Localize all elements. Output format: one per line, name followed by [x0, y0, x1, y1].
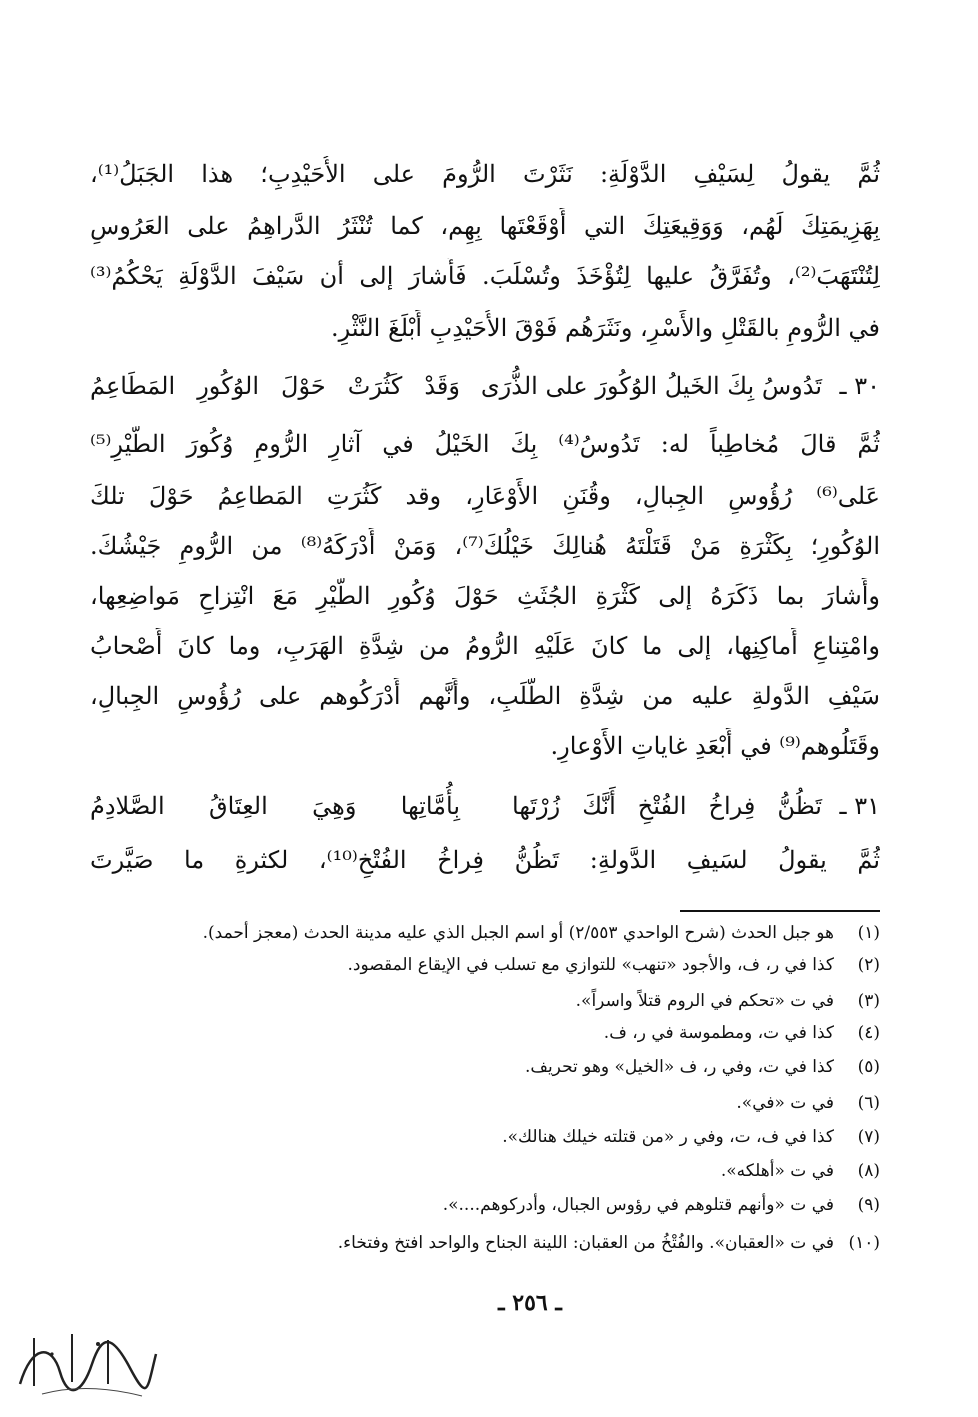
footnote: [90, 988, 880, 1018]
footnote-text: في ت «تحكم في الروم قتلاً واسراً».: [575, 991, 834, 1011]
footnote: [90, 1192, 880, 1222]
footnote-text: كذا في ت، وفي ر، ف «الخيل» وهو تحريف.: [524, 1057, 834, 1077]
footnote: [90, 1020, 880, 1050]
footnote-text: في ت «في».: [736, 1093, 834, 1113]
verse-30: [90, 368, 880, 408]
footnote-text: في ت «أهلكه».: [720, 1161, 834, 1181]
body-line: في الرُّومِ بالقَتْلِ والأَسْرِ، ونَثَرَهُم فَوْقَ الأُحَيْدِبِ أَبْلَغَ النَّثْرِ.: [331, 314, 880, 342]
footnote-number: (٨): [857, 1161, 880, 1181]
footnote: [90, 1124, 880, 1154]
footnote-number: (٧): [857, 1127, 880, 1147]
footnote-number: (٢): [857, 955, 880, 975]
footnote: [90, 1054, 880, 1084]
footnote-number: (٣): [857, 991, 880, 1011]
page-number: ـ ٢٥٦ ـ: [498, 1290, 562, 1316]
verse-31: [90, 788, 880, 828]
verse-hemistich-second: بِأُمَّاتِها وَهِيَ العِتَاقُ الصَّلادِمُ: [90, 792, 460, 820]
verse-hemistich-second: وَقَدْ كَثُرَتْ حَوْلَ الوُكُورِ المَطَاعِمُ: [90, 372, 460, 400]
body-line: سَيْفِ الدَّولةِ عليه من شِدَّةِ الطَّلَبِ، وأَنَّهم أَدْرَكُوهم على رُؤُوسِ الجِبالِ،: [90, 682, 880, 710]
footnote-text: في ت «وأنهم قتلوهم في رؤوس الجبال، وأدركوهم....».: [442, 1195, 834, 1215]
body-line: الوُكُورِ؛ بِكَثْرَةِ مَنْ قَتَلْتَهُ هُنالِكَ خَيْلُكَ⁽⁷⁾، وَمَنْ أَدْرَكَهُ⁽⁸⁾ من الرُّومِ جَيْشُكَ.: [90, 532, 880, 560]
body-line: ثُمَّ قالَ مُخاطِباً له: تَدُوسُ⁽⁴⁾ بِكَ الخَيْلُ في آثارِ الرُّومِ وُكُورَ الطَّيْرِ⁽⁵⁾: [90, 430, 880, 458]
footnote-text: كذا في ف، ت، وفي ر «من قتلته خيلك هنالك».: [502, 1127, 834, 1147]
body-line: بِهَزِيمَتِكَ لَهُم، وَوَقِيعَتِكَ التي أَوْقَعْتَها بِهِم، كما تُنْثَرُ الدَّراهِمُ على العَرُوسِ: [90, 212, 880, 240]
footnote-number: (٦): [857, 1093, 880, 1113]
body-line: وقَتَلُوهم⁽⁹⁾ في أَبْعَدِ غاياتِ الأَوْعارِ.: [550, 732, 880, 760]
verse-number: ٣٠ ـ: [839, 372, 880, 400]
footnote-text: كذا في ت، ومطموسة في ر، ف.: [603, 1023, 834, 1043]
footnote-number: (٥): [857, 1057, 880, 1077]
footnote-text: في ت «العقبان». والفُتْخُ من العقبان: اللينة الجناح والواحد افتخ وفتخاء.: [337, 1233, 834, 1253]
body-line: وأَشارَ بما ذَكَرَهُ إلى كَثْرَةِ الجُثَثِ حَوْلَ وُكُورِ الطَّيْرِ مَعَ انْتِزاحِ مَواضِعِها،: [90, 582, 880, 610]
body-line: وامْتِناعِ أَماكِنِها، إلى ما كانَ عَلَيْهِ الرُّومُ من شِدَّةِ الهَرَبِ، وما كانَ أَصْحابُ: [90, 632, 880, 660]
footnote: [90, 920, 880, 950]
body-line: عَلى⁽⁶⁾ رُؤُوسِ الجِبالِ، وقُنَنِ الأَوْعَارِ، وقد كَثُرَتِ المَطاعِمُ حَوْلَ تلكَ: [90, 482, 880, 510]
body-line: ثُمَّ يقولُ لِسَيْفِ الدَّوْلَةِ: نَثَرْتَ الرُّومَ على الأُحَيْدِبِ؛ هذا الجَبَلُ⁽¹⁾،: [90, 160, 880, 188]
body-line: لِتُنْتَهَبَ⁽²⁾، وتُفَرَّقُ عليها لِتُؤْخَذَ وتُسْلَبَ. فَأَشارَ إلى أن سَيْفَ الدَّوْلَةِ يَحْكُمُ⁽³⁾: [90, 262, 880, 290]
body-line: ثُمَّ يقولُ لسَيفِ الدَّولةِ: تَظُنُّ فِراخُ الفُتْخِ⁽¹⁰⁾، لكثرةِ ما صَيَّرتَ: [90, 846, 880, 874]
footnote-number: (٩): [857, 1195, 880, 1215]
footnote-text: هو جبل الحدث (شرح الواحدي ٢/٥٥٣) أو اسم الجبل الذي عليه مدينة الحدث (معجز أحمد).: [202, 923, 834, 943]
footnote-text: كذا في ر، ف، والأجود «تنهب» للتوازي مع تسلب في الإيقاع المقصود.: [347, 955, 834, 975]
footnote-number: (١٠): [848, 1233, 880, 1253]
footnote-number: (١): [857, 923, 880, 943]
verse-number: ٣١ ـ: [839, 792, 880, 820]
footnote: [90, 1230, 880, 1260]
footnote: [90, 952, 880, 982]
verse-hemistich-first: تَدُوسُ بِكَ الخَيلُ الوُكُورَ على الذُّرَى: [480, 372, 822, 400]
footnote: [90, 1090, 880, 1120]
verse-hemistich-first: تَظُنُّ فِراخُ الفُتْخِ أَنَّكَ زُرْتَها: [512, 792, 822, 820]
footnote: [90, 1158, 880, 1188]
footnote-divider: [680, 910, 880, 912]
calligraphy-stamp-logo: [12, 1324, 162, 1404]
footnote-number: (٤): [857, 1023, 880, 1043]
